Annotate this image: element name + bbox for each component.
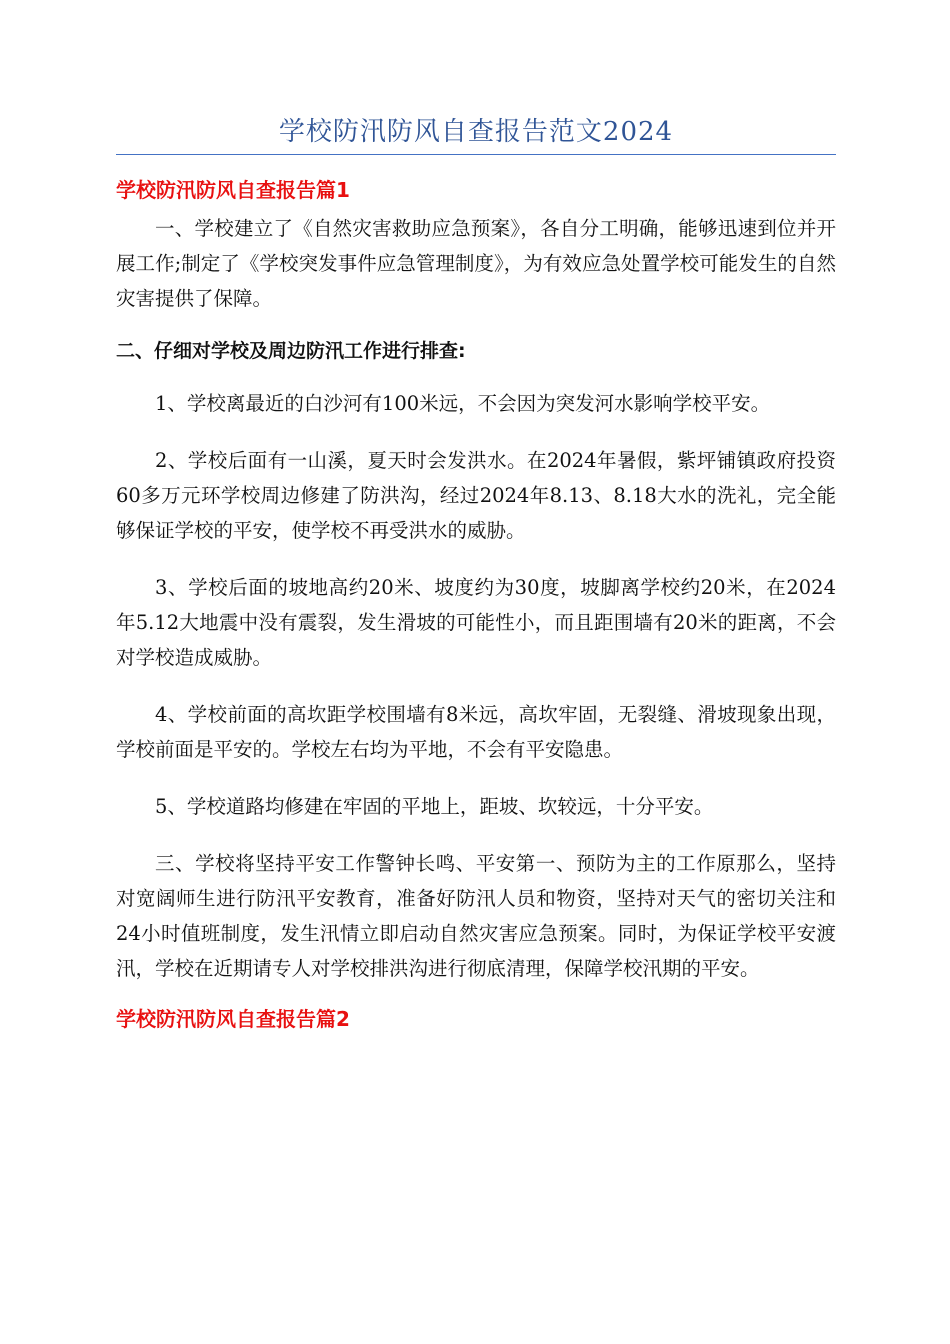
- document-title: 学校防汛防风自查报告范文2024: [278, 117, 674, 147]
- section-heading-1: 学校防汛防风自查报告篇1: [116, 178, 350, 202]
- list-item: 4、学校前面的高坎距学校围墙有8米远，高坎牢固，无裂缝、滑坡现象出现，学校前面是平安的。学校左右均为平地，不会有平安隐患。: [116, 703, 836, 761]
- paragraph-intro: 一、学校建立了《自然灾害救助应急预案》，各自分工明确，能够迅速到位并开展工作;制定了《学校突发事件应急管理制度》，为有效应急处置学校可能发生的自然灾害提供了保障。: [116, 217, 836, 310]
- list-item: 2、学校后面有一山溪，夏天时会发洪水。在2024年暑假，紫坪铺镇政府投资60多万元环学校周边修建了防洪沟，经过2024年8.13、8.18大水的洗礼，完全能够保证学校的平安，使学校不再受洪水的威胁。: [116, 449, 836, 542]
- subheading-inspection: 二、仔细对学校及周边防汛工作进行排查:: [116, 340, 466, 362]
- list-item: 1、学校离最近的白沙河有100米远，不会因为突发河水影响学校平安。: [155, 392, 771, 415]
- title-underline: [116, 154, 836, 155]
- section-heading-2: 学校防汛防风自查报告篇2: [116, 1007, 350, 1031]
- list-item: 5、学校道路均修建在牢固的平地上，距坡、坎较远，十分平安。: [155, 795, 714, 818]
- paragraph-three: 三、学校将坚持平安工作警钟长鸣、平安第一、预防为主的工作原那么，坚持对宽阔师生进行防汛平安教育，准备好防汛人员和物资，坚持对天气的密切关注和24小时值班制度，发生汛情立即启动自然灾害应急预案。同时，为保证学校平安渡汛，学校在近期请专人对学校排洪沟进行彻底清理，保障学校汛期的平安。: [116, 852, 836, 980]
- document-page: [116, 110, 836, 1034]
- list-item: 3、学校后面的坡地高约20米、坡度约为30度，坡脚离学校约20米，在2024年5.12大地震中没有震裂，发生滑坡的可能性小，而且距围墙有20米的距离，不会对学校造成威胁。: [116, 576, 836, 669]
